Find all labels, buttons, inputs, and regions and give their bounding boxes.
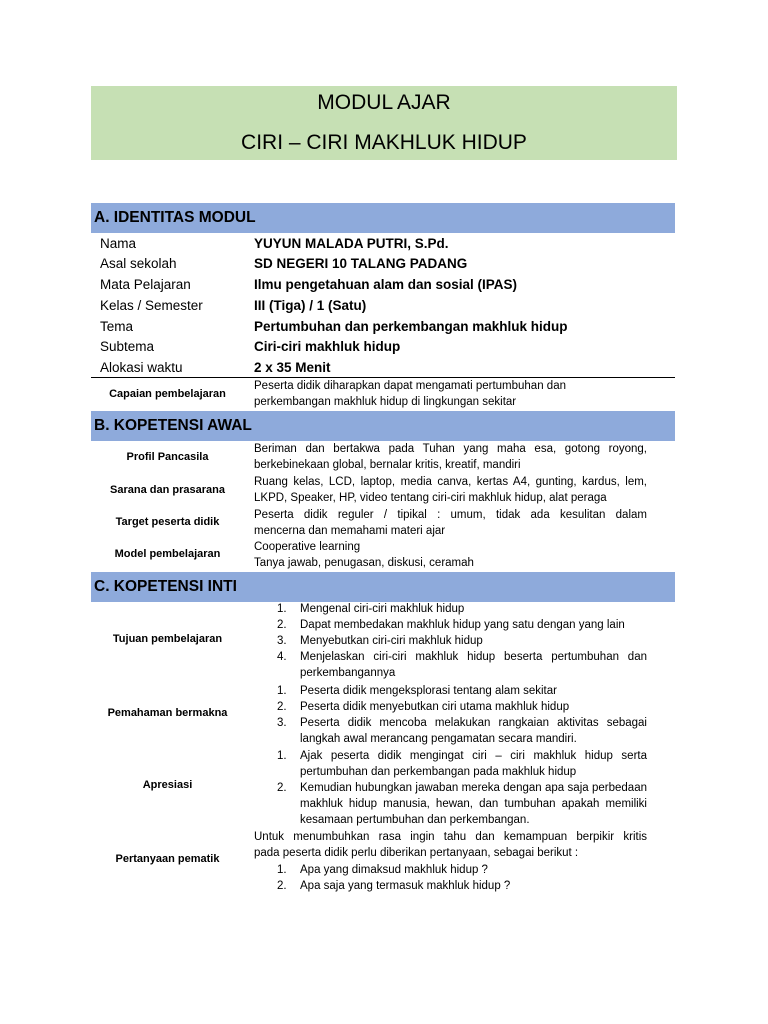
pemahaman-list	[254, 683, 647, 747]
sarana-line-2: LKPD, Speaker, HP, video tentang ciri-ciri makhluk hidup, alat peraga	[254, 492, 607, 504]
pertanyaan-intro-line-1: Untuk menumbuhkan rasa ingin tahu dan kemampuan berpikir kritis	[254, 831, 647, 843]
list-item: 2. Peserta didik menyebutkan ciri utama makhluk hidup	[277, 701, 570, 713]
pemahaman-row	[91, 683, 675, 747]
list-item: 1. Ajak peserta didik mengingat ciri – ciri makhluk hidup serta pertumbuhan dan perkembangan pada makhluk hidup	[277, 750, 647, 778]
identity-row-capaian	[91, 377, 675, 410]
model-row	[91, 539, 675, 571]
identity-value: Pertumbuhan dan perkembangan makhluk hidup	[254, 319, 568, 334]
tujuan-list	[254, 601, 647, 681]
identity-value: III (Tiga) / 1 (Satu)	[254, 298, 367, 313]
identity-value: Ciri-ciri makhluk hidup	[254, 339, 401, 354]
list-item: 1. Mengenal ciri-ciri makhluk hidup	[277, 603, 465, 615]
apresiasi-label: Apresiasi	[142, 779, 193, 791]
target-text	[254, 507, 647, 539]
list-item: 2. Kemudian hubungkan jawaban mereka dengan apa saja perbedaan makhluk hidup manusia, hewan, dan tumbuhan apakah memiliki kesamaan pertumbuhan dan perkembangan.	[277, 782, 647, 826]
list-item: 1. Apa yang dimaksud makhluk hidup ?	[277, 864, 488, 876]
profil-pancasila-row	[91, 441, 675, 473]
pertanyaan-intro-line-2: pada peserta didik perlu diberikan pertanyaan, sebagai berikut :	[254, 847, 579, 859]
identity-value: Ilmu pengetahuan alam dan sosial (IPAS)	[254, 277, 518, 292]
target-row	[91, 507, 675, 539]
section-b-heading: B. KOPETENSI AWAL	[91, 411, 675, 441]
section-a-heading: A. IDENTITAS MODUL	[91, 203, 675, 233]
list-item: 3. Peserta didik mencoba melakukan rangkaian aktivitas sebagai langkah awal merancang pengamatan secara mandiri.	[277, 717, 647, 745]
model-line-2: Tanya jawab, penugasan, diskusi, ceramah	[254, 557, 474, 569]
identity-label: Tema	[100, 319, 134, 334]
identity-label: Alokasi waktu	[100, 360, 183, 375]
identity-label: Nama	[100, 236, 137, 251]
pertanyaan-list	[254, 862, 647, 894]
model-text	[254, 539, 647, 571]
capaian-line-2: perkembangan makhluk hidup di lingkungan sekitar	[254, 396, 517, 408]
capaian-line-1: Peserta didik diharapkan dapat mengamati pertumbuhan dan	[254, 380, 566, 392]
profil-pancasila-text	[254, 441, 647, 473]
model-label: Model pembelajaran	[114, 548, 221, 560]
capaian-text	[254, 378, 647, 410]
target-label: Target peserta didik	[115, 516, 220, 528]
identity-label: Kelas / Semester	[100, 298, 203, 313]
pertanyaan-row	[91, 829, 675, 895]
tujuan-label: Tujuan pembelajaran	[112, 633, 223, 645]
tujuan-row	[91, 601, 675, 681]
sarana-text	[254, 474, 647, 506]
pertanyaan-label: Pertanyaan pematik	[115, 853, 220, 865]
capaian-label: Capaian pembelajaran	[109, 388, 226, 400]
document-title: MODUL AJAR	[317, 91, 451, 114]
pemahaman-label: Pemahaman bermakna	[107, 707, 228, 719]
profil-line-1: Beriman dan bertakwa pada Tuhan yang maha esa, gotong royong,	[254, 443, 647, 455]
apresiasi-list	[254, 748, 647, 828]
list-item: 2. Dapat membedakan makhluk hidup yang satu dengan yang lain	[277, 619, 625, 631]
identity-value: YUYUN MALADA PUTRI, S.Pd.	[254, 236, 449, 251]
identity-label: Subtema	[100, 339, 155, 354]
list-item: 3. Menyebutkan ciri-ciri makhluk hidup	[277, 635, 483, 647]
list-item: 4. Menjelaskan ciri-ciri makhluk hidup beserta pertumbuhan dan perkembangannya	[277, 651, 647, 679]
list-item: 2. Apa saja yang termasuk makhluk hidup ?	[277, 880, 511, 892]
identity-label: Mata Pelajaran	[100, 277, 191, 292]
target-line-1: Peserta didik reguler / tipikal : umum, tidak ada kesulitan dalam	[254, 509, 647, 521]
section-c-heading: C. KOPETENSI INTI	[91, 572, 675, 602]
apresiasi-row	[91, 748, 675, 828]
identity-value: 2 x 35 Menit	[254, 360, 331, 375]
sarana-line-1: Ruang kelas, LCD, laptop, media canva, kertas A4, gunting, kardus, lem,	[254, 476, 647, 488]
profil-pancasila-label: Profil Pancasila	[126, 451, 209, 463]
pertanyaan-intro	[254, 829, 647, 861]
profil-line-2: berkebinekaan global, bernalar kritis, kreatif, mandiri	[254, 459, 521, 471]
document-subtitle: CIRI – CIRI MAKHLUK HIDUP	[241, 131, 527, 154]
identity-value: SD NEGERI 10 TALANG PADANG	[254, 256, 468, 271]
list-item: 1. Peserta didik mengeksplorasi tentang alam sekitar	[277, 685, 557, 697]
identity-label: Asal sekolah	[100, 256, 177, 271]
sarana-row	[91, 474, 675, 506]
model-line-1: Cooperative learning	[254, 541, 361, 553]
sarana-label: Sarana dan prasarana	[110, 484, 225, 496]
document-title-box	[91, 86, 677, 160]
target-line-2: mencerna dan memahami materi ajar	[254, 525, 446, 537]
